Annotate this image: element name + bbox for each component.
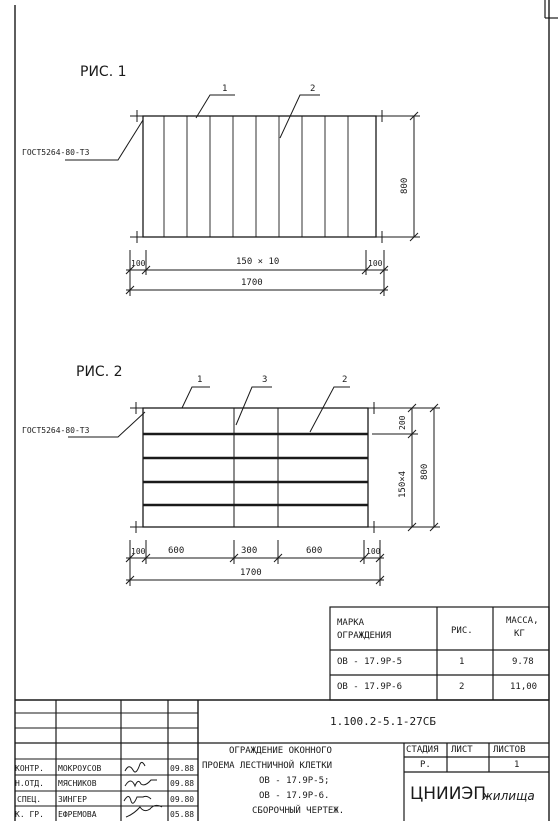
fig2-dim-total: 1700 (240, 568, 262, 578)
title-line-3: ОВ - 17.9Р-5; (259, 776, 330, 786)
fig2-drawing (68, 387, 440, 586)
fig2-dim-top: 200 (398, 415, 407, 430)
fig2-dim-seg1: 600 (168, 546, 185, 556)
fig1-frame (143, 116, 376, 237)
spec-header-mass-line1: МАССА, (506, 616, 539, 626)
fig2-callout-1: 1 (197, 375, 203, 385)
fig1-dim-total: 1700 (241, 278, 263, 288)
signature-zinger (124, 796, 151, 803)
sheet-header: ЛИСТ (451, 745, 473, 755)
signature-scribbles (124, 762, 162, 817)
sig-name-1: МОКРОУСОВ (58, 764, 102, 773)
signature-mokrousov (125, 762, 145, 772)
fig2-dim-left: 100 (131, 547, 146, 556)
fig2-callout2-leader (310, 387, 350, 432)
sig-date-3: 09.80 (170, 795, 195, 804)
org-suffix: жилища (482, 789, 535, 803)
stage-value: Р. (420, 760, 431, 770)
sig-role-4: К. ГР. (15, 810, 44, 819)
fig2-frame (143, 408, 368, 527)
fig1-dim-right: 100 (368, 259, 383, 268)
spec-row2-mark: ОВ - 17.9Р-6 (337, 682, 403, 692)
fig1-callout1-leader (196, 95, 235, 118)
fig2-callout1-leader (182, 387, 210, 408)
fig2-dim-rows: 150×4 (398, 470, 408, 498)
org-name: ЦНИИЭП (410, 784, 487, 804)
sig-name-4: ЕФРЕМОВА (58, 810, 97, 819)
fig2-dim-right: 100 (366, 547, 381, 556)
sig-date-2: 09.88 (170, 779, 195, 788)
signature-efremova (126, 805, 162, 817)
spec-header-mass-line2: КГ (514, 629, 525, 639)
fig2-title: РИС. 2 (76, 364, 123, 380)
sig-role-3: СПЕЦ. (17, 795, 42, 804)
title-line-4: ОВ - 17.9Р-6. (259, 791, 330, 801)
signature-myasnikov (125, 780, 157, 786)
fig2-gost-label: ГОСТ5264-80-Т3 (22, 426, 90, 435)
fig2-callout-2: 2 (342, 375, 348, 385)
spec-row1-fig: 1 (459, 657, 465, 667)
fig2-callout-3: 3 (262, 375, 268, 385)
fig1-gost-label: ГОСТ5264-80-Т3 (22, 148, 90, 157)
fig2-dim-seg3: 600 (306, 546, 323, 556)
stage-header: СТАДИЯ (406, 745, 439, 755)
fig1-dim-left: 100 (131, 259, 146, 268)
sheets-header: ЛИСТОВ (493, 745, 526, 755)
doc-code: 1.100.2-5.1-27СБ (330, 715, 436, 728)
sheets-value: 1 (514, 760, 520, 770)
sig-role-2: Н.ОТД. (15, 779, 44, 788)
sig-name-2: МЯСНИКОВ (58, 779, 97, 788)
fig1-vertical-bars (164, 116, 348, 237)
fig1-dim-middle: 150 × 10 (236, 257, 280, 267)
spec-header-mark-line2: ОГРАЖДЕНИЯ (337, 631, 392, 641)
fig1-callout-2: 2 (310, 84, 316, 94)
title-line-1: ОГРАЖДЕНИЕ ОКОННОГО (229, 746, 332, 756)
spec-row2-fig: 2 (459, 682, 465, 692)
sig-date-4: 05.88 (170, 810, 195, 819)
sig-name-3: ЗИНГЕР (58, 795, 87, 804)
fig1-title: РИС. 1 (80, 64, 127, 80)
title-line-5: СБОРОЧНЫЙ ЧЕРТЕЖ. (252, 806, 345, 816)
fig1-callout-1: 1 (222, 84, 228, 94)
spec-header-mark-line1: МАРКА (337, 618, 365, 628)
fig2-dim-height: 800 (420, 463, 430, 480)
spec-row1-mark: ОВ - 17.9Р-5 (337, 657, 403, 667)
sig-role-1: КОНТР. (15, 764, 44, 773)
spec-row1-mass: 9.78 (512, 657, 534, 667)
title-line-2: ПРОЕМА ЛЕСТНИЧНОЙ КЛЕТКИ (202, 761, 333, 771)
spec-header-fig: РИС. (451, 626, 473, 636)
fig2-horizontal-bars (143, 434, 368, 505)
fig2-dim-seg2: 300 (241, 546, 258, 556)
fig2-callout3-leader (236, 387, 272, 425)
fig1-dim-height: 800 (400, 177, 410, 194)
spec-row2-mass: 11,00 (510, 682, 538, 692)
sig-date-1: 09.88 (170, 764, 195, 773)
